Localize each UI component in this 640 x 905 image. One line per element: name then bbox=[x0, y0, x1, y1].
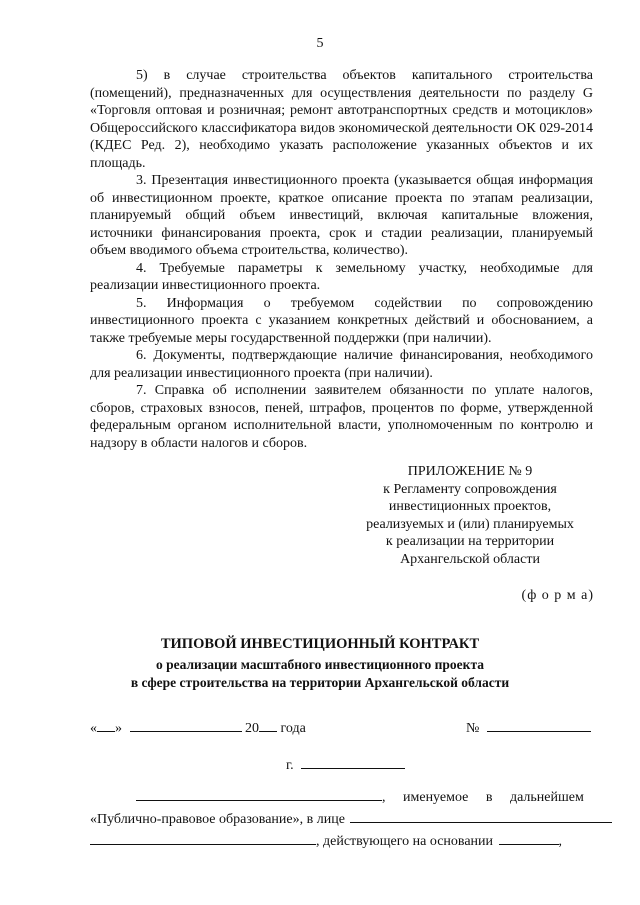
date-quote-close: » bbox=[115, 721, 122, 736]
contract-number-field[interactable] bbox=[487, 719, 591, 732]
paragraph-item-5: 5) в случае строительства объектов капитального строительства (помещений), предназначенных для осуществления деятельности по разделу G «Торговля оптовая и розничная; ремонт автотранспортных средств и мотоциклов» Общероссийского классификатора видов экономической деятельности ОК 029-2014 (КДЕС Ред. 2), необходимо указать расположение указанных объектов и их площадь. bbox=[90, 68, 593, 171]
position-field[interactable] bbox=[90, 832, 316, 845]
day-field[interactable] bbox=[97, 719, 115, 732]
contract-subtitle-2: в сфере строительства на территории Архангельской области bbox=[130, 675, 510, 690]
paragraph-financing-docs: 6. Документы, подтверждающие наличие финансирования, необходимого для реализации инвестиционного проекта (при наличии). bbox=[90, 348, 593, 381]
city-field[interactable] bbox=[301, 756, 405, 769]
appendix-line: реализуемых и (или) планируемых bbox=[366, 516, 574, 532]
contract-number-line bbox=[466, 719, 591, 737]
contract-subtitle-1: о реализации масштабного инвестиционного проекта bbox=[155, 657, 484, 672]
contract-title: ТИПОВОЙ ИНВЕСТИЦИОННЫЙ КОНТРАКТ bbox=[160, 636, 480, 652]
appendix-line: Архангельской области bbox=[400, 551, 540, 567]
paragraph-support-info: 5. Информация о требуемом содействии по сопровождению инвестиционного проекта с указанием конкретных действий и обоснованием, а также требуемые меры государственной поддержки (при наличии). bbox=[90, 295, 593, 346]
year-suffix: года bbox=[277, 721, 306, 736]
year-prefix: 20 bbox=[245, 721, 259, 736]
party-name-field[interactable] bbox=[136, 788, 382, 801]
named-text: , именуемое в дальнейшем bbox=[382, 790, 584, 805]
party-name-line bbox=[136, 788, 594, 806]
paragraph-land-params: 4. Требуемые параметры к земельному участку, необходимые для реализации инвестиционного проекта. bbox=[90, 260, 593, 293]
date-line bbox=[90, 719, 306, 737]
body-text bbox=[90, 67, 593, 452]
appendix-line: к реализации на территории bbox=[385, 534, 555, 549]
month-field[interactable] bbox=[130, 719, 242, 732]
appendix-line: к Регламенту сопровождения bbox=[383, 481, 557, 497]
year-field[interactable] bbox=[259, 719, 277, 732]
representative-field[interactable] bbox=[350, 810, 612, 823]
form-label: (ф о р м а) bbox=[521, 588, 594, 603]
paragraph-presentation: 3. Презентация инвестиционного проекта (указывается общая информация об инвестиционном проекте, краткое описание проекта по этапам реализации, планируемый общий объем инвестиций, включая капитальные вложения, источники финансирования проекта, срок и стадии реализации, планируемый объем вводимого объема строительства, количество). bbox=[90, 173, 593, 258]
date-quote-open: « bbox=[90, 721, 97, 736]
trailing-comma: , bbox=[558, 834, 563, 849]
city-line bbox=[286, 756, 405, 774]
appendix-title: ПРИЛОЖЕНИЕ № 9 bbox=[407, 464, 533, 479]
party-text: «Публично-правовое образование», в лице bbox=[90, 812, 345, 827]
page-number: 5 bbox=[316, 36, 324, 51]
city-prefix: г. bbox=[286, 758, 294, 773]
acting-text: , действующего на основании bbox=[316, 834, 494, 849]
number-sign: № bbox=[466, 721, 480, 736]
basis-field[interactable] bbox=[499, 832, 559, 845]
appendix-line: инвестиционных проектов, bbox=[388, 499, 552, 514]
party-representative-line bbox=[90, 810, 612, 828]
paragraph-tax-certificate: 7. Справка об исполнении заявителем обязанности по уплате налогов, сборов, страховых взносов, пеней, штрафов, процентов по форме, утвержденной федеральным органом исполнительной власти, уполномоченным по контролю и надзору в области налогов и сборов. bbox=[90, 383, 593, 451]
appendix-block bbox=[320, 463, 620, 568]
acting-basis-line bbox=[90, 832, 562, 850]
